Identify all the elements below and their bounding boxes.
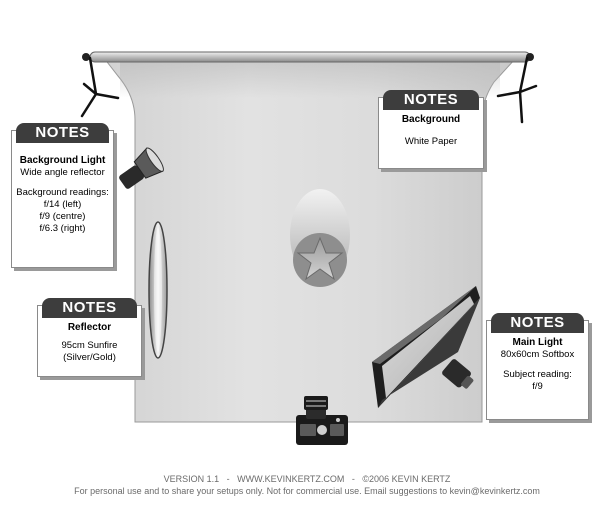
note-title: Background (401, 114, 461, 125)
note-header: NOTES (16, 123, 109, 143)
footer (0, 473, 614, 497)
note-header: NOTES (42, 298, 137, 318)
note-subtitle: 80x60cm Softbox (500, 349, 575, 360)
note-value: White Paper (404, 136, 458, 147)
footer-version-line: VERSION 1.1 - WWW.KEVINKERTZ.COM - ©2006 KEVIN KERTZ (163, 474, 451, 484)
note-subtitle: Wide angle reflector (20, 167, 105, 178)
note-main-light (486, 314, 589, 420)
note-header: NOTES (491, 313, 584, 333)
note-line: f/14 (left) (43, 199, 82, 210)
note-reflector (37, 299, 142, 377)
note-title: Reflector (67, 322, 112, 333)
note-title: Background Light (19, 155, 106, 166)
note-line: f/6.3 (right) (39, 223, 86, 234)
footer-usage-line: For personal use and to share your setups only. Not for commercial use. Email suggestions to kevin@kevinkertz.com (74, 486, 540, 496)
note-line: (Silver/Gold) (63, 352, 116, 363)
note-line: f/9 (532, 381, 543, 392)
subject-star-icon (293, 233, 347, 287)
note-background (378, 91, 484, 169)
note-background-light (11, 124, 114, 268)
note-line: Subject reading: (503, 369, 572, 380)
note-header: NOTES (383, 90, 479, 110)
note-line: f/9 (centre) (39, 211, 86, 222)
note-title: Main Light (512, 337, 563, 348)
background-support-bar (82, 52, 534, 62)
reflector-icon (149, 222, 167, 358)
note-line: 95cm Sunfire (61, 340, 118, 351)
note-line: Background readings: (16, 187, 109, 198)
